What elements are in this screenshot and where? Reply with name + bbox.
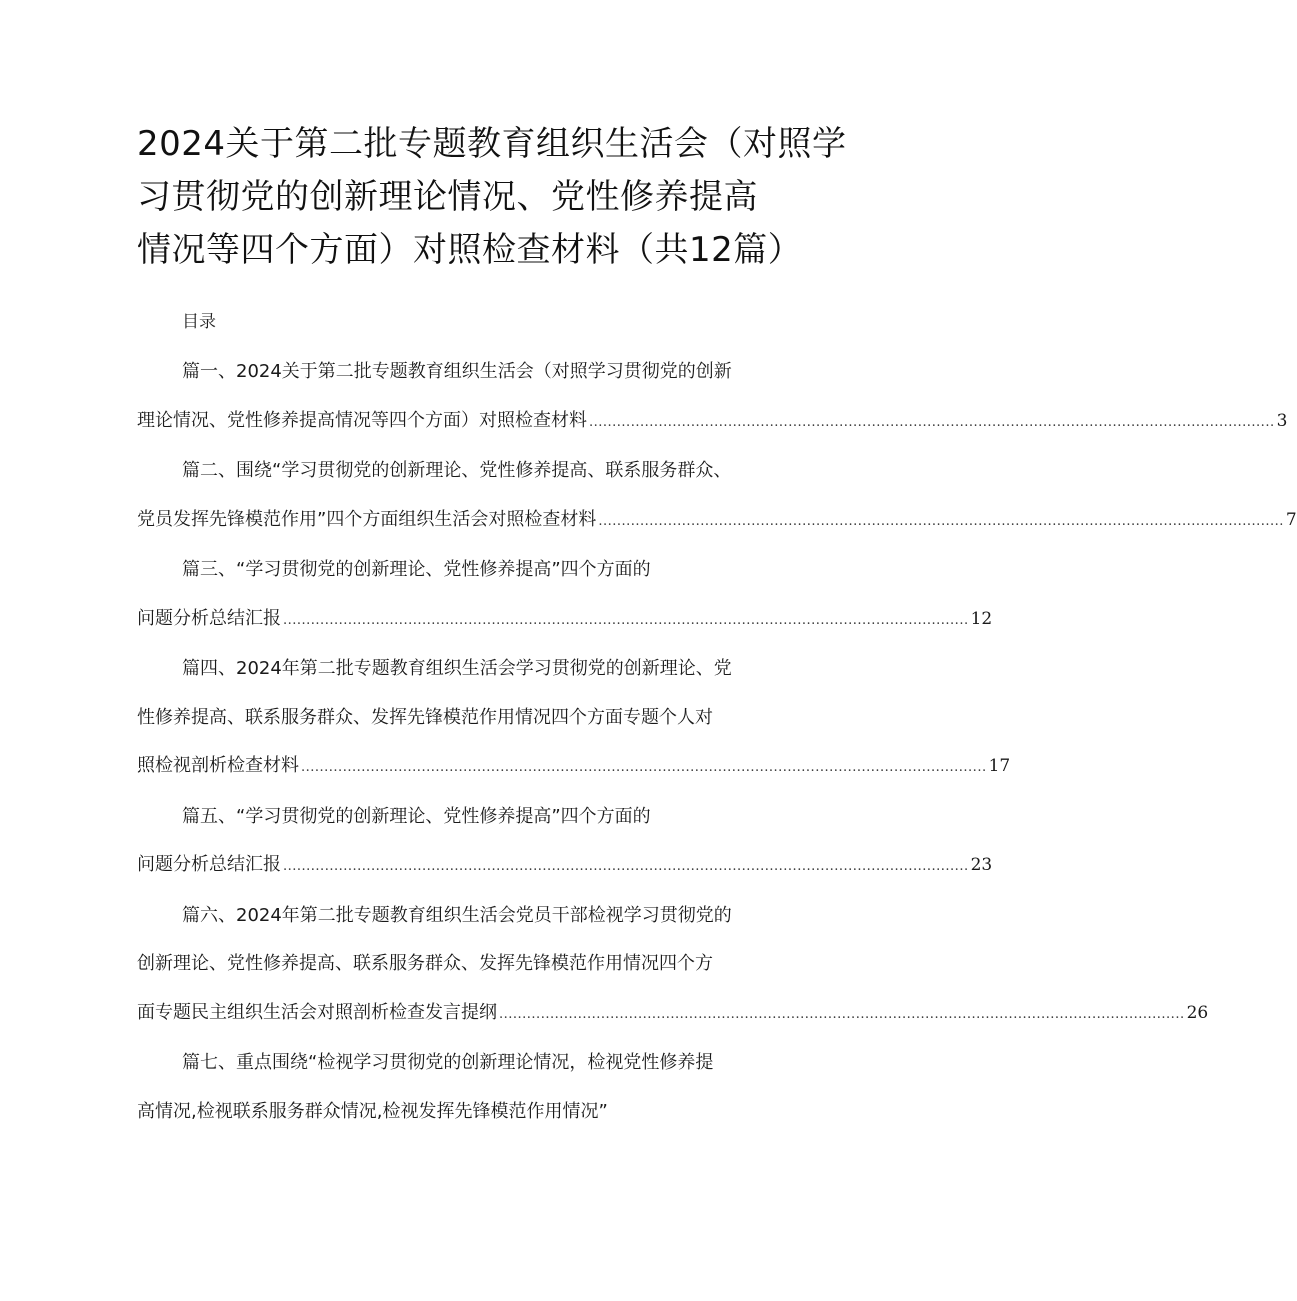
toc-entry-text: 篇五、“学习贯彻党的创新理论、党性修养提高”四个方面的 [182, 805, 651, 827]
toc-entry-5[interactable] [137, 793, 993, 892]
toc-entry-4[interactable] [137, 645, 1011, 793]
title-line-1: 2024关于第二批专题教育组织生活会（对照学 [137, 124, 847, 164]
dot-leader: .................................................................................................................................................... [283, 859, 969, 874]
toc-page-number: 26 [1186, 1002, 1209, 1023]
toc-entry-text: 党员发挥先锋模范作用”四个方面组织生活会对照检查材料 [137, 508, 597, 530]
toc-entry-text: 问题分析总结汇报 [137, 607, 281, 629]
dot-leader: .................................................................................................................................................... [589, 414, 1275, 430]
toc-entry-text: 照检视剖析检查材料 [137, 755, 299, 776]
toc-entry-6[interactable] [137, 892, 1209, 1040]
toc-entry-text: 理论情况、党性修养提高情况等四个方面）对照检查材料 [137, 409, 587, 431]
toc-entry-text: 面专题民主组织生活会对照剖析检查发言提纲 [137, 1001, 497, 1023]
toc-entry-text: 篇六、2024年第二批专题教育组织生活会党员干部检视学习贯彻党的 [182, 904, 732, 926]
toc-page-number: 12 [970, 608, 993, 629]
toc-entry-text: 篇三、“学习贯彻党的创新理论、党性修养提高”四个方面的 [182, 559, 651, 580]
toc-entry-7[interactable] [137, 1039, 797, 1136]
dot-leader: .................................................................................................................................................... [283, 612, 969, 628]
document-title [137, 118, 847, 277]
toc-entry-text: 创新理论、党性修养提高、联系服务群众、发挥先锋模范作用情况四个方 [137, 953, 713, 974]
toc-entry-text: 篇四、2024年第二批专题教育组织生活会学习贯彻党的创新理论、党 [182, 658, 732, 679]
toc-entry-text: 篇七、重点围绕“检视学习贯彻党的创新理论情况，检视党性修养提 [182, 1052, 714, 1073]
toc-page-number: 17 [988, 756, 1011, 776]
title-line-3: 情况等四个方面）对照检查材料（共12篇） [137, 230, 803, 270]
dot-leader: .................................................................................................................................................... [301, 760, 987, 775]
toc-page-number: 3 [1276, 410, 1288, 431]
table-of-contents [137, 348, 1297, 1136]
toc-entry-text: 高情况,检视联系服务群众情况,检视发挥先锋模范作用情况” [137, 1100, 608, 1122]
toc-entry-text: 篇一、2024关于第二批专题教育组织生活会（对照学习贯彻党的创新 [182, 361, 732, 382]
toc-heading: 目录 [182, 312, 216, 332]
title-line-2: 习贯彻党的创新理论情况、党性修养提高 [137, 177, 758, 217]
toc-entry-text: 篇二、围绕“学习贯彻党的创新理论、党性修养提高、联系服务群众、 [182, 460, 732, 481]
toc-entry-3[interactable] [137, 546, 993, 645]
toc-page-number: 7 [1285, 509, 1297, 530]
toc-entry-1[interactable] [137, 348, 1288, 447]
toc-entry-text: 性修养提高、联系服务群众、发挥先锋模范作用情况四个方面专题个人对 [137, 706, 713, 728]
toc-entry-2[interactable] [137, 447, 1297, 546]
toc-entry-text: 问题分析总结汇报 [137, 854, 281, 875]
dot-leader: .................................................................................................................................................... [499, 1006, 1185, 1022]
toc-page-number: 23 [970, 855, 993, 875]
dot-leader: .................................................................................................................................................... [598, 513, 1284, 529]
